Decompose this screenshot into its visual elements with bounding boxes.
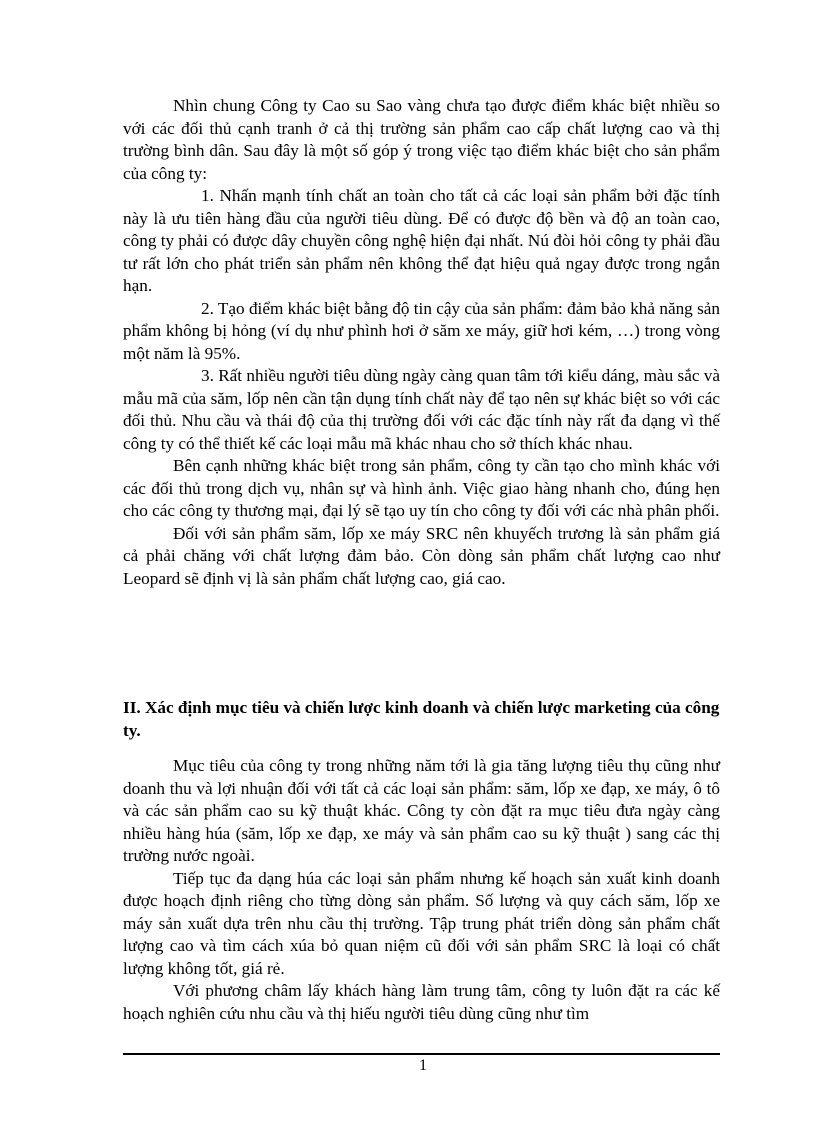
- section-paragraph-2: Tiếp tục đa dạng húa các loại sản phẩm nhưng kế hoạch sản xuất kinh doanh được hoạch định riêng cho từng dòng sản phẩm. Số lượng và quy cách săm, lốp xe máy sản xuất dựa trên nhu cầu thị trường. Tập trung phát triển dòng sản phẩm chất lượng cao và tìm cách xúa bỏ quan niệm cũ đối với sản phẩm SRC là loại có chất lượng không tốt, giá rẻ.: [123, 868, 720, 978]
- numbered-item-1: 1. Nhấn mạnh tính chất an toàn cho tất cả các loại sản phẩm bởi đặc tính này là ưu tiên hàng đầu của người tiêu dùng. Để có được độ bền và độ an toàn cao, công ty phải có được dây chuyền công nghệ hiện đại nhất. Nú đòi hỏi công ty phải đầu tư rất lớn cho phát triển sản phẩm nên không thể đạt hiệu quả ngay được trong ngắn hạn.: [123, 186, 720, 295]
- section-paragraph-1: Mục tiêu của công ty trong những năm tới là gia tăng lượng tiêu thụ cũng như doanh thu và lợi nhuận đối với tất cả các loại sản phẩm: săm, lốp xe đạp, xe máy, ô tô và các sản phẩm cao su kỹ thuật khác. Công ty còn đặt ra mục tiêu đưa ngày càng nhiều hàng húa (săm, lốp xe đạp, xe máy và sản phẩm cao su kỹ thuật ) sang các thị trường nước ngoài.: [123, 756, 720, 865]
- closing-paragraph-1: Bên cạnh những khác biệt trong sản phẩm, công ty cần tạo cho mình khác với các đối thủ trong dịch vụ, nhân sự và hình ảnh. Việc giao hàng nhanh cho, đúng hẹn cho các công ty thương mại, đại lý sẽ tạo uy tín cho công ty đối với các nhà phân phối.: [123, 456, 720, 520]
- footer-divider: [123, 1053, 720, 1055]
- numbered-item-3: 3. Rất nhiều người tiêu dùng ngày càng quan tâm tới kiểu dáng, màu sắc và mẫu mã của săm, lốp nên cần tận dụng tính chất này để tạo nên sự khác biệt so với các đối thủ. Nhu cầu và thái độ của thị trường đối với các đặc tính này rất đa dạng vì thế công ty có thể thiết kế các loại mẫu mã khác nhau cho sở thích khác nhau.: [123, 366, 720, 453]
- numbered-item-2: 2. Tạo điểm khác biệt bằng độ tin cậy của sản phẩm: đảm bảo khả năng sản phẩm không bị hỏng (ví dụ như phình hơi ở săm xe máy, giữ hơi kém, …) trong vòng một năm là 95%.: [123, 298, 720, 363]
- intro-paragraph: Nhìn chung Công ty Cao su Sao vàng chưa tạo được điểm khác biệt nhiều so với các đối thủ cạnh tranh ở cả thị trường sản phẩm cao cấp chất lượng cao và thị trường bình dân. Sau đây là một số góp ý trong việc tạo điểm khác biệt cho sản phẩm của công ty:: [123, 96, 720, 183]
- closing-paragraph-2: Đối với sản phẩm săm, lốp xe máy SRC nên khuyếch trương là sản phẩm giá cả phải chăng với chất lượng đảm bảo. Còn dòng sản phẩm chất lượng cao như Leopard sẽ định vị là sản phẩm chất lượng cao, giá cao.: [123, 523, 720, 588]
- section-paragraph-3: Với phương châm lấy khách hàng làm trung tâm, công ty luôn đặt ra các kế hoạch nghiên cứu nhu cầu và thị hiếu người tiêu dùng cũng như tìm: [123, 981, 720, 1023]
- section-heading: II. Xác định mục tiêu và chiến lược kinh doanh và chiến lược marketing của công ty.: [123, 698, 720, 740]
- page-body: [123, 95, 720, 590]
- section-ii: [123, 697, 720, 1025]
- page-number: 1: [419, 1057, 427, 1074]
